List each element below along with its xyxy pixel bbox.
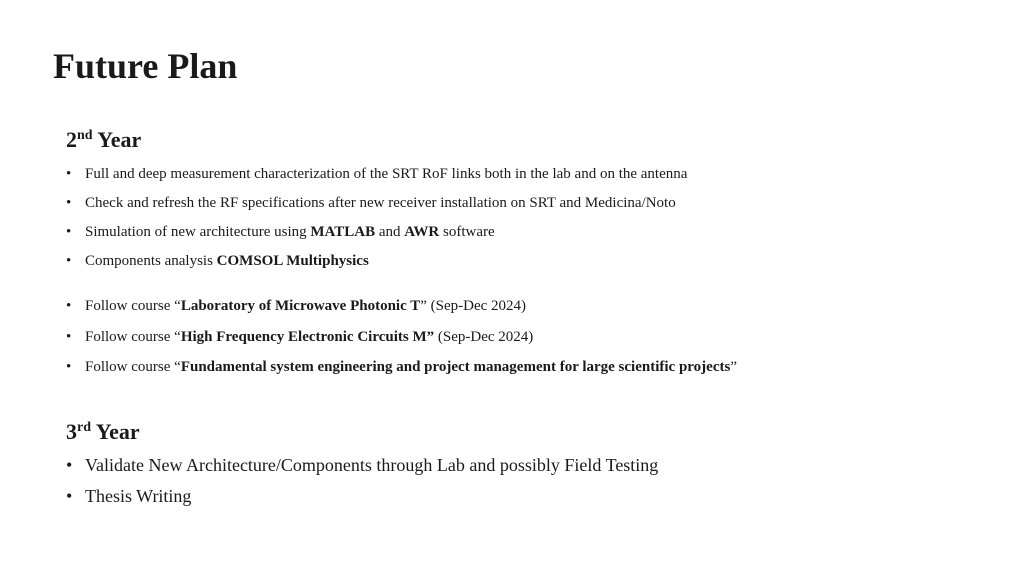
bullet-icon: • bbox=[66, 166, 72, 182]
list-item bbox=[66, 327, 533, 347]
item-text: (Sep-Dec 2024) bbox=[434, 329, 534, 345]
item-text: Validate New Architecture/Components through Lab and possibly Field Testing bbox=[85, 455, 659, 475]
bullet-icon: • bbox=[66, 298, 72, 314]
item-text: Simulation of new architecture using bbox=[85, 224, 311, 240]
list-item bbox=[66, 251, 369, 271]
item-bold-text: Fundamental system engineering and project management for large scientific projects bbox=[180, 359, 731, 375]
bullet-icon: • bbox=[66, 329, 72, 345]
list-item bbox=[66, 164, 687, 184]
item-text: ” bbox=[730, 359, 737, 375]
list-item bbox=[66, 222, 495, 242]
bullet-icon: • bbox=[66, 486, 73, 506]
list-item bbox=[66, 454, 658, 476]
item-text: Thesis Writing bbox=[85, 486, 192, 506]
item-bold-text: Laboratory of Microwave Photonic T bbox=[180, 298, 421, 314]
list-item bbox=[66, 296, 526, 316]
year-ordinal-suffix: nd bbox=[77, 128, 93, 143]
bullet-icon: • bbox=[66, 455, 73, 475]
bullet-icon: • bbox=[66, 224, 72, 240]
year-number: 3 bbox=[66, 419, 77, 444]
list-item bbox=[66, 485, 191, 507]
list-item bbox=[66, 193, 676, 213]
item-text: Follow course “ bbox=[85, 298, 181, 314]
item-text: Follow course “ bbox=[85, 359, 181, 375]
item-text: ” (Sep-Dec 2024) bbox=[420, 298, 527, 314]
bullet-icon: • bbox=[66, 195, 72, 211]
bullet-icon: • bbox=[66, 253, 72, 269]
item-text: Full and deep measurement characterization of the SRT RoF links both in the lab and on the antenna bbox=[85, 166, 688, 182]
item-bold-text: High Frequency Electronic Circuits M” bbox=[180, 329, 435, 345]
item-text: Follow course “ bbox=[85, 329, 181, 345]
year-number: 2 bbox=[66, 127, 77, 152]
year-word: Year bbox=[95, 419, 140, 444]
item-text: Components analysis bbox=[85, 253, 217, 269]
item-text: Check and refresh the RF specifications after new receiver installation on SRT and Medicina/Noto bbox=[85, 195, 676, 211]
section-heading-3rd-year bbox=[66, 419, 140, 445]
year-word: Year bbox=[97, 127, 142, 152]
year-ordinal-suffix: rd bbox=[77, 420, 91, 435]
bullet-icon: • bbox=[66, 359, 72, 375]
item-text: and bbox=[375, 224, 405, 240]
section-heading-2nd-year bbox=[66, 127, 141, 153]
list-item bbox=[66, 357, 737, 377]
item-text: software bbox=[439, 224, 495, 240]
item-bold-text: MATLAB bbox=[310, 224, 376, 240]
slide-title: Future Plan bbox=[53, 46, 238, 86]
item-bold-text: COMSOL Multiphysics bbox=[216, 253, 369, 269]
item-bold-text: AWR bbox=[404, 224, 440, 240]
